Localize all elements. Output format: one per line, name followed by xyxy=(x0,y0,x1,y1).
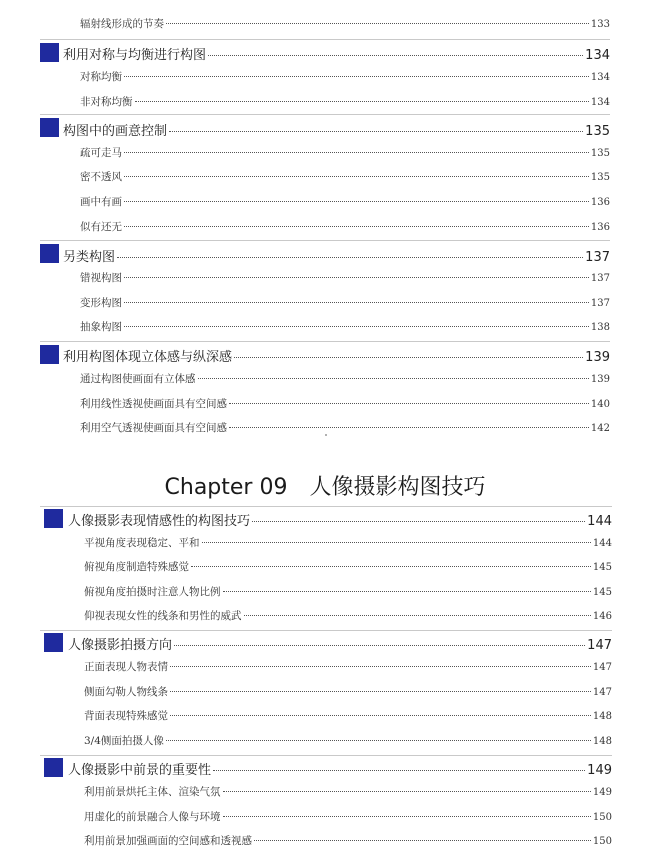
toc-subitem-label: 用虚化的前景融合人像与环境 xyxy=(84,811,221,823)
leader-dots xyxy=(135,100,589,102)
toc-subitem-page: 150 xyxy=(592,836,612,847)
toc-subitem xyxy=(80,169,610,184)
section-bullet-square xyxy=(44,633,63,652)
toc-section-heading xyxy=(68,510,612,529)
chapter-number: Chapter 09 xyxy=(164,475,288,500)
toc-subitem-label: 画中有画 xyxy=(80,196,122,208)
toc-subitem-page: 137 xyxy=(590,298,610,309)
toc-subitem-label: 疏可走马 xyxy=(80,147,122,159)
toc-section-page: 144 xyxy=(587,514,612,529)
page-speck xyxy=(325,434,327,436)
toc-subitem-page: 135 xyxy=(590,148,610,159)
toc-subitem xyxy=(80,145,610,160)
leader-dots xyxy=(174,644,585,646)
leader-dots xyxy=(234,356,583,358)
toc-subitem-page: 138 xyxy=(590,322,610,333)
toc-subitem-label: 侧面勾勒人物线条 xyxy=(84,686,168,698)
leader-dots xyxy=(191,565,591,567)
toc-subitem xyxy=(80,319,610,334)
toc-subitem-page: 136 xyxy=(590,222,610,233)
toc-subitem-page: 133 xyxy=(590,19,610,30)
toc-section-page: 149 xyxy=(587,763,612,778)
toc-section-title: 利用对称与均衡进行构图 xyxy=(63,48,207,63)
toc-subitem-label: 仰视表现女性的线条和男性的威武 xyxy=(84,610,242,622)
leader-dots xyxy=(213,769,585,771)
toc-subitem-label: 变形构图 xyxy=(80,297,122,309)
toc-section-title: 利用构图体现立体感与纵深感 xyxy=(63,350,233,365)
toc-subitem xyxy=(80,219,610,234)
leader-dots xyxy=(208,54,583,56)
toc-subitem xyxy=(84,708,612,723)
toc-subitem-page: 136 xyxy=(590,197,610,208)
leader-dots xyxy=(198,377,589,379)
toc-subitem-page: 147 xyxy=(592,687,612,698)
toc-subitem-label: 俯视角度制造特殊感觉 xyxy=(84,561,189,573)
toc-section-heading xyxy=(68,634,612,653)
chapter-title: 人像摄影构图技巧 xyxy=(309,475,486,500)
leader-dots xyxy=(202,541,591,543)
section-divider xyxy=(40,114,610,115)
toc-subitem-label: 抽象构图 xyxy=(80,321,122,333)
leader-dots xyxy=(124,276,589,278)
leader-dots xyxy=(124,225,589,227)
toc-subitem-label: 利用前景加强画面的空间感和透视感 xyxy=(84,835,252,847)
section-bullet-square xyxy=(44,758,63,777)
toc-section-page: 139 xyxy=(585,350,610,365)
toc-section-title: 人像摄影中前景的重要性 xyxy=(68,763,212,778)
toc-subitem-page: 148 xyxy=(592,711,612,722)
leader-dots xyxy=(124,75,589,77)
toc-subitem-page: 142 xyxy=(590,423,610,434)
toc-subitem-page: 144 xyxy=(592,538,612,549)
leader-dots xyxy=(223,590,591,592)
toc-subitem-label: 密不透风 xyxy=(80,171,122,183)
toc-subitem-page: 137 xyxy=(590,273,610,284)
toc-subitem-page: 145 xyxy=(592,587,612,598)
toc-subitem xyxy=(80,94,610,109)
toc-subitem-label: 俯视角度拍摄时注意人物比例 xyxy=(84,586,221,598)
toc-subitem xyxy=(80,194,610,209)
toc-subitem xyxy=(80,396,610,411)
toc-subitem-page: 139 xyxy=(590,374,610,385)
toc-subitem xyxy=(84,684,612,699)
toc-subitem xyxy=(80,16,610,31)
leader-dots xyxy=(254,839,591,841)
section-divider xyxy=(40,630,612,631)
section-divider xyxy=(40,506,612,507)
toc-subitem-page: 147 xyxy=(592,662,612,673)
leader-dots xyxy=(170,665,591,667)
leader-dots xyxy=(170,690,591,692)
toc-section-page: 134 xyxy=(585,48,610,63)
toc-subitem-label: 背面表现特殊感觉 xyxy=(84,710,168,722)
toc-section-heading xyxy=(63,120,610,139)
section-bullet-square xyxy=(40,118,59,137)
leader-dots xyxy=(166,739,591,741)
leader-dots xyxy=(223,790,591,792)
toc-subitem xyxy=(84,659,612,674)
leader-dots xyxy=(170,714,591,716)
toc-subitem-label: 3/4侧面拍摄人像 xyxy=(84,735,164,747)
toc-section-heading xyxy=(68,759,612,778)
toc-subitem-page: 150 xyxy=(592,812,612,823)
toc-subitem-page: 134 xyxy=(590,97,610,108)
toc-subitem-label: 通过构图使画面有立体感 xyxy=(80,373,196,385)
toc-subitem-page: 146 xyxy=(592,611,612,622)
toc-section-page: 137 xyxy=(585,250,610,265)
toc-subitem-label: 非对称均衡 xyxy=(80,96,133,108)
toc-section-page: 147 xyxy=(587,638,612,653)
toc-subitem-page: 148 xyxy=(592,736,612,747)
section-divider xyxy=(40,755,612,756)
section-bullet-square xyxy=(40,345,59,364)
toc-subitem-label: 利用空气透视使画面具有空间感 xyxy=(80,422,227,434)
toc-subitem-page: 134 xyxy=(590,72,610,83)
toc-subitem-label: 利用前景烘托主体、渲染气氛 xyxy=(84,786,221,798)
leader-dots xyxy=(124,301,589,303)
toc-subitem xyxy=(84,784,612,799)
toc-section-title: 人像摄影拍摄方向 xyxy=(68,638,173,653)
toc-section-title: 构图中的画意控制 xyxy=(63,124,168,139)
toc-subitem xyxy=(84,535,612,550)
leader-dots xyxy=(244,614,591,616)
leader-dots xyxy=(124,175,589,177)
toc-subitem-page: 135 xyxy=(590,172,610,183)
toc-subitem xyxy=(84,584,612,599)
toc-subitem xyxy=(84,809,612,824)
toc-subitem xyxy=(80,295,610,310)
leader-dots xyxy=(252,520,585,522)
toc-subitem-label: 正面表现人物表情 xyxy=(84,661,168,673)
section-divider xyxy=(40,39,610,40)
toc-section-heading xyxy=(63,346,610,365)
toc-subitem-label: 辐射线形成的节奏 xyxy=(80,18,164,30)
leader-dots xyxy=(229,426,589,428)
toc-section-page: 135 xyxy=(585,124,610,139)
toc-subitem xyxy=(80,270,610,285)
section-divider xyxy=(40,240,610,241)
toc-subitem-label: 利用线性透视使画面具有空间感 xyxy=(80,398,227,410)
leader-dots xyxy=(124,200,589,202)
toc-subitem-label: 错视构图 xyxy=(80,272,122,284)
section-bullet-square xyxy=(40,244,59,263)
chapter-heading xyxy=(0,470,650,501)
toc-subitem-label: 似有还无 xyxy=(80,221,122,233)
leader-dots xyxy=(223,815,591,817)
toc-subitem-page: 140 xyxy=(590,399,610,410)
toc-subitem-label: 平视角度表现稳定、平和 xyxy=(84,537,200,549)
toc-subitem-page: 149 xyxy=(592,787,612,798)
toc-subitem xyxy=(84,608,612,623)
toc-subitem-label: 对称均衡 xyxy=(80,71,122,83)
toc-subitem xyxy=(80,371,610,386)
section-divider xyxy=(40,341,610,342)
toc-subitem xyxy=(80,420,610,435)
toc-section-title: 另类构图 xyxy=(63,250,116,265)
toc-subitem-page: 145 xyxy=(592,562,612,573)
toc-subitem xyxy=(80,69,610,84)
leader-dots xyxy=(124,325,589,327)
toc-subitem xyxy=(84,559,612,574)
section-bullet-square xyxy=(44,509,63,528)
toc-section-heading xyxy=(63,44,610,63)
section-bullet-square xyxy=(40,43,59,62)
toc-subitem xyxy=(84,833,612,848)
toc-section-title: 人像摄影表现情感性的构图技巧 xyxy=(68,514,251,529)
toc-section-heading xyxy=(63,246,610,265)
toc-subitem xyxy=(84,733,612,748)
leader-dots xyxy=(117,256,583,258)
leader-dots xyxy=(229,402,589,404)
leader-dots xyxy=(169,130,583,132)
leader-dots xyxy=(166,22,589,24)
leader-dots xyxy=(124,151,589,153)
